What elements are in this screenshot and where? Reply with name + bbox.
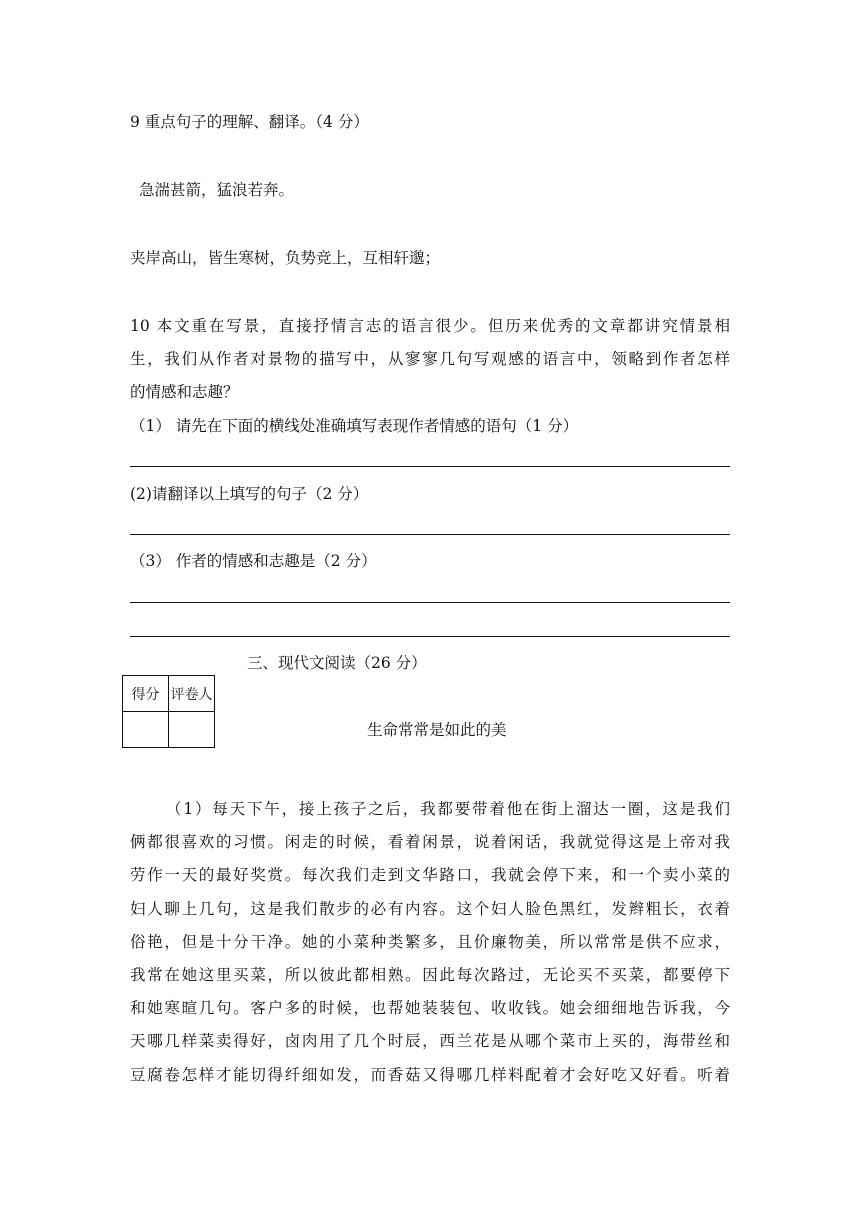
passage-line: 俗艳，但是十分干净。她的小菜种类繁多，且价廉物美，所以常常是供不应求， [130, 932, 730, 951]
answer-line-2[interactable] [130, 534, 730, 535]
answer-line-4[interactable] [130, 636, 730, 637]
passage-line: 俩都很喜欢的习惯。闲走的时候，看着闲景，说着闲话，我就觉得这是上帝对我 [130, 833, 730, 852]
question-10-sub-2: (2)请翻译以上填写的句子（2 分） [130, 485, 369, 503]
answer-line-1[interactable] [130, 466, 730, 467]
passage-line: 我常在她这里买菜，所以彼此都相熟。因此每次路过，无论买不买菜，都要停下 [130, 965, 730, 984]
question-10-line: 10 本文重在写景，直接抒情言志的语言很少。但历来优秀的文章都讲究情景相 [130, 317, 730, 335]
question-9-heading: 9 重点句子的理解、翻译。（4 分） [130, 113, 369, 131]
passage-line: 天哪几样菜卖得好，卤肉用了几个时辰，西兰花是从哪个菜市上买的，海带丝和 [130, 1032, 730, 1051]
grader-cell[interactable] [169, 712, 215, 748]
question-10-line: 生，我们从作者对景物的描写中，从寥寥几句写观感的语言中，领略到作者怎样 [130, 350, 730, 369]
score-cell[interactable] [123, 712, 169, 748]
grader-label: 评卷人 [169, 676, 215, 712]
article-title: 生命常常是如此的美 [367, 721, 507, 739]
question-10-line: 的情感和志趣？ [130, 383, 239, 402]
section-3-heading: 三、现代文阅读（26 分） [247, 654, 427, 672]
passage-line: 和她寒暄几句。客户多的时候，也帮她装装包、收收钱。她会细细地告诉我，今 [130, 999, 730, 1018]
passage-line: 劳作一天的最好奖赏。每次我们走到文华路口，我就会停下来，和一个卖小菜的 [130, 866, 730, 885]
reading-passage [130, 799, 730, 1098]
question-10-sub-3: （3） 作者的情感和志趣是（2 分） [130, 552, 377, 570]
passage-line: （1）每天下午，接上孩子之后，我都要带着他在街上溜达一圈，这是我们 [166, 800, 730, 818]
question-10-stem [130, 316, 730, 416]
score-table [122, 675, 215, 748]
question-9-sentence-2: 夹岸高山，皆生寒树，负势竞上，互相轩邈； [130, 249, 441, 267]
question-10-sub-1: （1） 请先在下面的横线处准确填写表现作者情感的语句（1 分） [130, 417, 579, 435]
score-label: 得分 [123, 676, 169, 712]
answer-line-3[interactable] [130, 602, 730, 603]
passage-line: 妇人聊上几句，这是我们散步的必有内容。这个妇人脸色黑红，发辫粗长，衣着 [130, 899, 730, 918]
question-9-sentence-1: 急湍甚箭，猛浪若奔。 [139, 181, 295, 199]
passage-line: 豆腐卷怎样才能切得纤细如发，而香菇又得哪几样料配着才会好吃又好看。听着 [130, 1065, 730, 1084]
